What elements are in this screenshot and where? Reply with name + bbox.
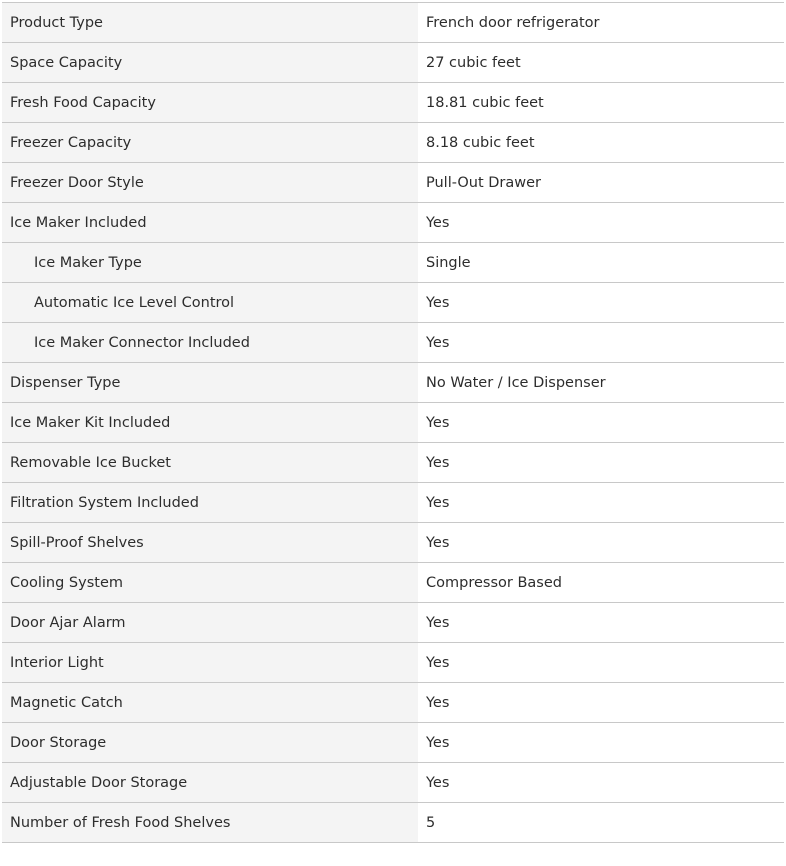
spec-value: Yes: [418, 723, 784, 763]
spec-row: [2, 523, 784, 563]
spec-value: Yes: [418, 603, 784, 643]
spec-row: [2, 723, 784, 763]
spec-value: Compressor Based: [418, 563, 784, 603]
spec-label: Cooling System: [2, 563, 418, 603]
spec-label: Magnetic Catch: [2, 683, 418, 723]
spec-row: [2, 283, 784, 323]
spec-label: Product Type: [2, 3, 418, 43]
spec-label: Fresh Food Capacity: [2, 83, 418, 123]
specifications-table: [2, 2, 784, 843]
spec-value: Pull-Out Drawer: [418, 163, 784, 203]
spec-row: [2, 763, 784, 803]
spec-value: 18.81 cubic feet: [418, 83, 784, 123]
spec-label: Door Storage: [2, 723, 418, 763]
spec-value: French door refrigerator: [418, 3, 784, 43]
spec-value: Yes: [418, 283, 784, 323]
spec-label: Filtration System Included: [2, 483, 418, 523]
spec-row: [2, 203, 784, 243]
spec-row: [2, 323, 784, 363]
spec-label: Ice Maker Connector Included: [2, 323, 418, 363]
spec-value: Yes: [418, 483, 784, 523]
spec-row: [2, 483, 784, 523]
spec-value: Yes: [418, 683, 784, 723]
spec-row: [2, 803, 784, 843]
spec-row: [2, 123, 784, 163]
spec-row: [2, 363, 784, 403]
spec-row: [2, 683, 784, 723]
spec-label: Ice Maker Type: [2, 243, 418, 283]
spec-value: Yes: [418, 523, 784, 563]
spec-value: Yes: [418, 643, 784, 683]
spec-label: Removable Ice Bucket: [2, 443, 418, 483]
spec-label: Automatic Ice Level Control: [2, 283, 418, 323]
spec-value: 27 cubic feet: [418, 43, 784, 83]
spec-label: Freezer Capacity: [2, 123, 418, 163]
spec-value: Single: [418, 243, 784, 283]
spec-row: [2, 563, 784, 603]
spec-value: 5: [418, 803, 784, 843]
spec-row: [2, 403, 784, 443]
spec-row: [2, 243, 784, 283]
spec-row: [2, 443, 784, 483]
spec-row: [2, 43, 784, 83]
spec-label: Adjustable Door Storage: [2, 763, 418, 803]
spec-label: Ice Maker Included: [2, 203, 418, 243]
spec-row: [2, 603, 784, 643]
spec-value: No Water / Ice Dispenser: [418, 363, 784, 403]
spec-row: [2, 3, 784, 43]
spec-label: Number of Fresh Food Shelves: [2, 803, 418, 843]
spec-value: Yes: [418, 203, 784, 243]
specifications-table-body: [2, 3, 784, 843]
spec-label: Freezer Door Style: [2, 163, 418, 203]
spec-row: [2, 163, 784, 203]
spec-row: [2, 83, 784, 123]
spec-value: Yes: [418, 763, 784, 803]
spec-value: 8.18 cubic feet: [418, 123, 784, 163]
spec-label: Interior Light: [2, 643, 418, 683]
spec-row: [2, 643, 784, 683]
spec-label: Ice Maker Kit Included: [2, 403, 418, 443]
spec-label: Door Ajar Alarm: [2, 603, 418, 643]
spec-label: Space Capacity: [2, 43, 418, 83]
spec-value: Yes: [418, 323, 784, 363]
spec-label: Dispenser Type: [2, 363, 418, 403]
spec-label: Spill-Proof Shelves: [2, 523, 418, 563]
spec-value: Yes: [418, 443, 784, 483]
spec-value: Yes: [418, 403, 784, 443]
